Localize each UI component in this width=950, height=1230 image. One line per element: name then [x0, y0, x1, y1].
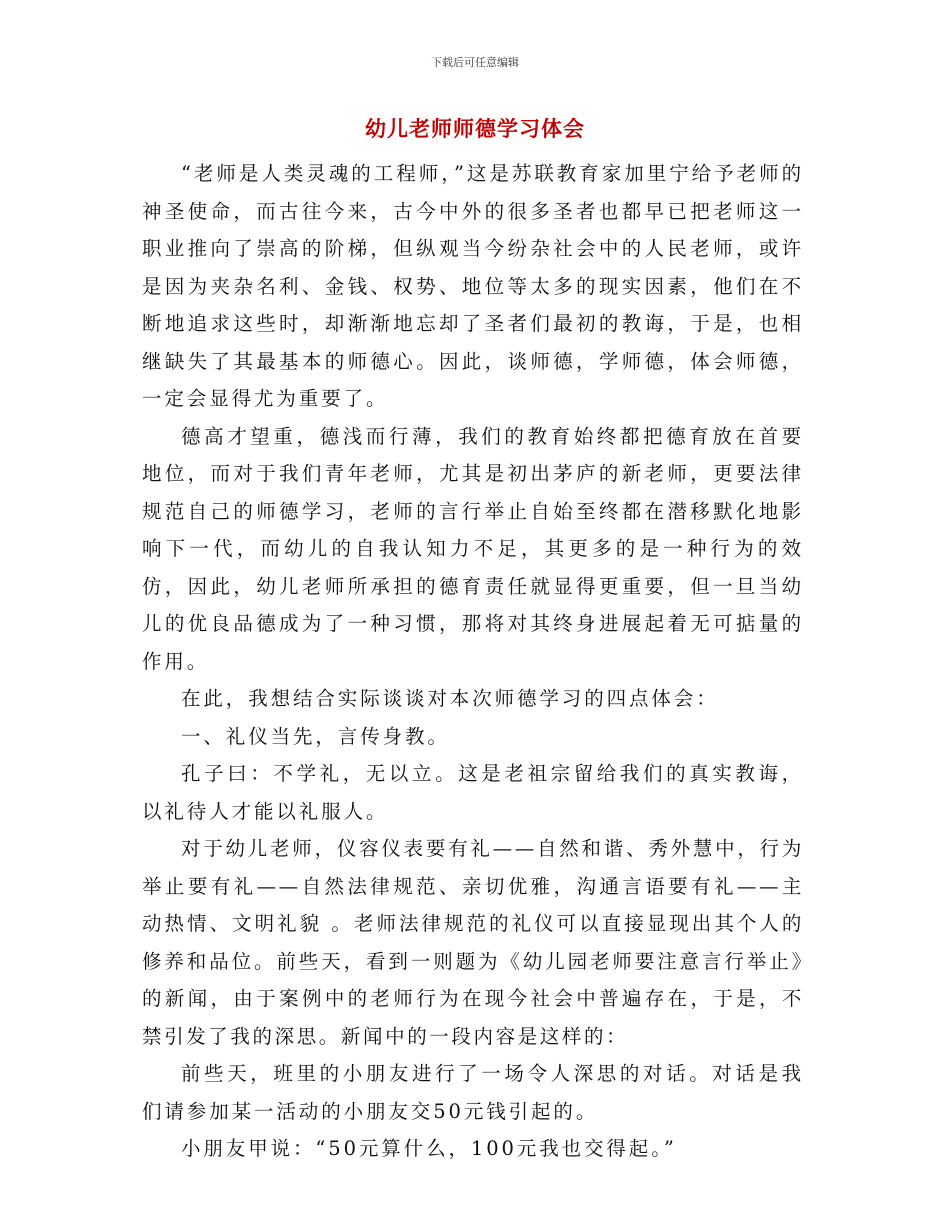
- paragraph-moral-priority: 德高才望重，德浅而行薄，我们的教育始终都把德育放在首要地位，而对于我们青年老师，尤其是初出茅庐的新老师，更要法律规范自己的师德学习，老师的言行举止自始至终都在潜移默化地影响下一代，而幼儿的自我认知力不足，其更多的是一种行为的效仿，因此，幼儿老师所承担的德育责任就显得更重要，但一旦当幼儿的优良品德成为了一种习惯，那将对其终身进展起着无可掂量的作用。: [142, 424, 804, 673]
- paragraph-child-quote: 小朋友甲说：“50元算什么，100元我也交得起。”: [181, 1137, 677, 1160]
- header-note: 下载后可任意编辑: [431, 56, 519, 69]
- paragraph-confucius: 孔子曰：不学礼，无以立。这是老祖宗留给我们的真实教诲，以礼待人才能以礼服人。: [142, 762, 804, 823]
- paragraph-news-dialogue: 前些天，班里的小朋友进行了一场令人深思的对话。对话是我们请参加某一活动的小朋友交50元钱引起的。: [142, 1062, 804, 1123]
- paragraph-intro: “老师是人类灵魂的工程师，”这是苏联教育家加里宁给予老师的神圣使命，而古往今来，古今中外的很多圣者也都早已把老师这一职业推向了崇高的阶梯，但纵观当今纷杂社会中的人民老师，或许是因为夹杂名利、金钱、权势、地位等太多的现实因素，他们在不断地追求这些时，却渐渐地忘却了圣者们最初的教诲，于是，也相继缺失了其最基本的师德心。因此，谈师德，学师德，体会师德，一定会显得尤为重要了。: [142, 162, 804, 410]
- section-heading-etiquette: 一、礼仪当先，言传身教。: [181, 724, 450, 748]
- document-body: [142, 155, 804, 1168]
- paragraph-teacher-etiquette: 对于幼儿老师，仪容仪表要有礼——自然和谐、秀外慧中，行为举止要有礼——自然法律规范、亲切优雅，沟通言语要有礼——主动热情、文明礼貌 。老师法律规范的礼仪可以直接显现出其个人的修养和品位。前些天，看到一则题为《幼儿园老师要注意言行举止》的新闻，由于案例中的老师行为在现今社会中普遍存在，于是，不禁引发了我的深思。新闻中的一段内容是这样的：: [142, 837, 804, 1048]
- paragraph-four-points: 在此，我想结合实际谈谈对本次师德学习的四点体会：: [181, 687, 719, 710]
- document-title: 幼儿老师师德学习体会: [365, 117, 585, 141]
